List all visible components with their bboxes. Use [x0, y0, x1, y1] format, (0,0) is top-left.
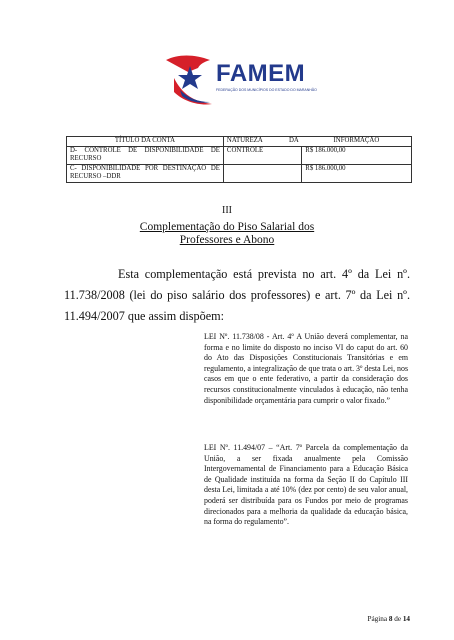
table-cell-conta	[67, 146, 224, 164]
intro-paragraph	[64, 264, 410, 327]
conta-line-2: RECURSO –DDR	[70, 173, 121, 181]
accounts-table	[66, 136, 412, 183]
header-natureza-da: DA	[288, 137, 299, 144]
conta-line-1: D- CONTROLE DE DISPONIBILIDADE DE	[70, 146, 220, 154]
table-row	[67, 146, 412, 164]
header-natureza	[223, 137, 301, 147]
header-informacao: INFORMAÇÃO	[302, 137, 412, 147]
footer-page-label: Página	[367, 615, 388, 623]
page-footer	[367, 615, 410, 623]
footer-page-total: 14	[402, 615, 410, 623]
famem-emblem-icon	[160, 50, 216, 110]
footer-page-number: 8	[388, 615, 393, 623]
intro-text: Esta complementação está prevista no art. 4º da Lei nº. 11.738/2008 (lei do piso salário dos professores) e art. 7º da Lei nº. 11.494/2007 que assim dispõem:	[64, 267, 410, 323]
section-number: III	[222, 205, 232, 216]
table-cell-natureza	[223, 164, 301, 182]
table-header-row	[67, 137, 412, 147]
conta-line-2: RECURSO	[70, 155, 102, 163]
logo-subtitle: FEDERAÇÃO DOS MUNICÍPIOS DO ESTADO DO MARANHÃO	[216, 88, 317, 92]
section-title-line-1: Complementação do Piso Salarial dos	[139, 221, 315, 233]
table-cell-informacao: R$ 186.000,00	[302, 164, 412, 182]
quote-lei-11494: LEI Nº. 11.494/07 – “Art. 7º Parcela da complementação da União, a ser fixada anualmente pela Comissão Intergovernamental de Financiamento para a Educação Básica de Qualidade instituída na forma da Seção II do Capítulo III desta Lei, limitada a até 10% (dez por cento) de seu valor anual, poderá ser distribuída para os Fundos por meio de programas direcionados para a melhoria da qualidade da educação básica, na forma do regulamento”.	[204, 443, 408, 527]
conta-line-1: C- DISPONIBILIDADE POR DESTINAÇÃO DE	[70, 164, 220, 172]
section-title	[0, 221, 454, 246]
table-cell-conta	[67, 164, 224, 182]
header-natureza-label: NATUREZA	[226, 137, 263, 144]
logo-wordmark: FAMEM	[216, 60, 306, 87]
table-cell-informacao: R$ 186.000,00	[302, 146, 412, 164]
footer-of: de	[394, 615, 402, 623]
table-row	[67, 164, 412, 182]
quote-lei-11738: LEI Nº. 11.738/08 - Art. 4º A União deverá complementar, na forma e no limite do disposto no inciso VI do caput do art. 60 do Ato das Disposições Constitucionais Transitórias e em regulamento, a integralização de que trata o art. 3º desta Lei, nos casos em que o ente federativo, a partir da consideração dos recursos constitucionalmente vinculados à educação, não tenha disponibilidade orçamentária para cumprir o valor fixado.”	[204, 332, 409, 405]
table-cell-natureza: CONTROLE	[223, 146, 301, 164]
header-titulo-conta: TÍTULO DA CONTA	[67, 137, 224, 147]
famem-logo	[160, 50, 317, 110]
section-title-line-2: Professores e Abono	[179, 233, 275, 246]
